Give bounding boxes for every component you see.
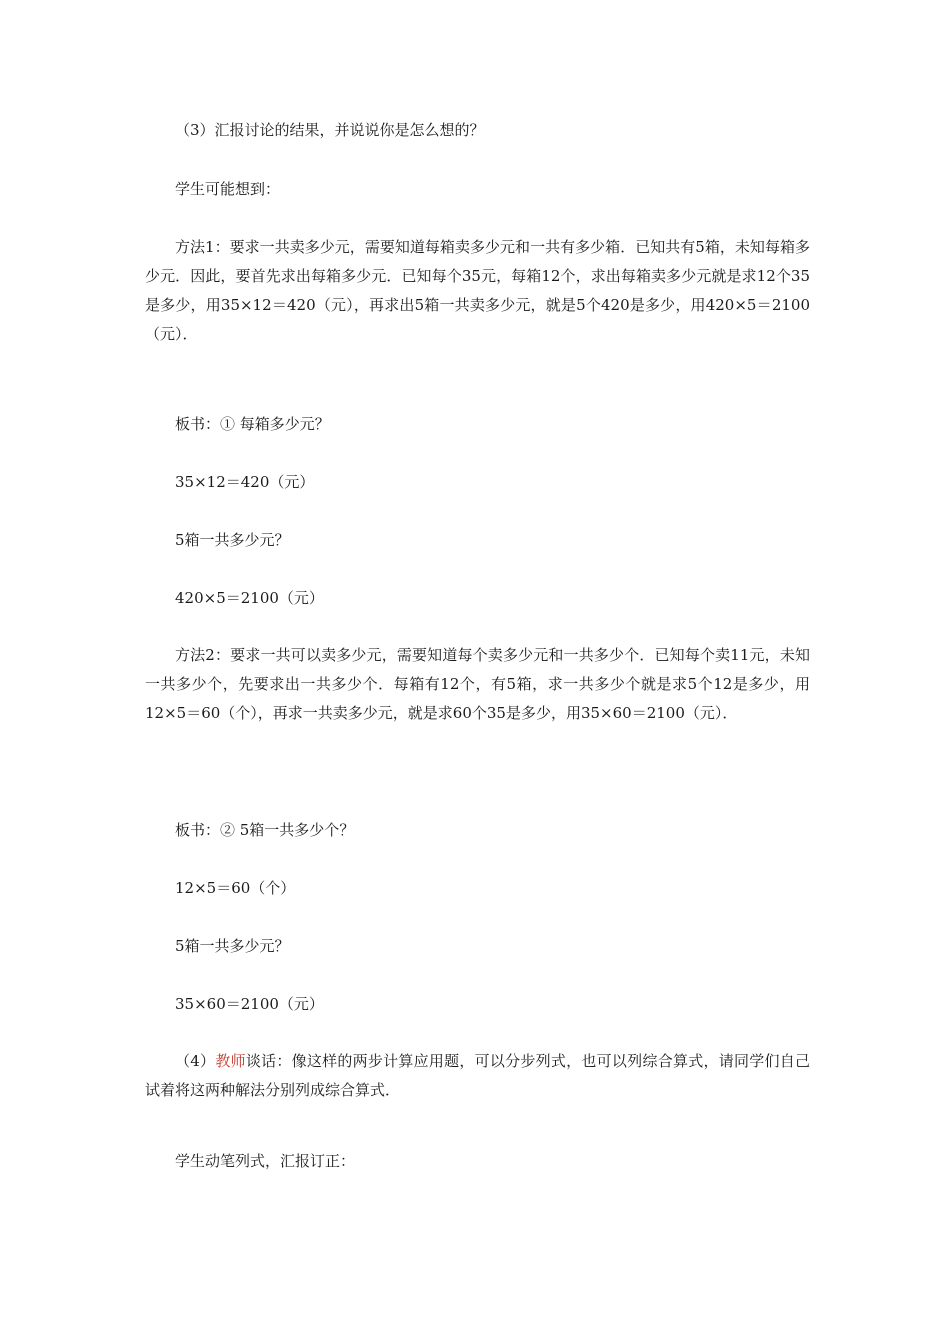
teacher-talk-paragraph xyxy=(145,1047,810,1105)
step-4-prefix: （4） xyxy=(175,1052,216,1070)
teacher-highlight: 教师 xyxy=(215,1052,246,1070)
students-may-think: 学生可能想到： xyxy=(175,180,281,198)
equation-2: 420×5＝2100（元） xyxy=(175,589,324,607)
equation-1: 35×12＝420（元） xyxy=(175,473,315,491)
question-1: 5箱一共多少元？ xyxy=(175,531,290,549)
equation-4: 35×60＝2100（元） xyxy=(175,995,324,1013)
board-note-1: 板书：① 每箱多少元？ xyxy=(175,415,330,433)
method-1-paragraph: 方法1：要求一共卖多少元，需要知道每箱卖多少元和一共有多少箱．已知共有5箱，未知每箱多少元．因此，要首先求出每箱多少元．已知每个35元，每箱12个，求出每箱卖多少元就是求12个35是多少，用35×12＝420（元），再求出5箱一共卖多少元，就是5个420是多少，用420×5＝2100（元）． xyxy=(145,238,810,343)
equation-3: 12×5＝60（个） xyxy=(175,879,296,897)
question-2: 5箱一共多少元？ xyxy=(175,937,290,955)
students-write-equations: 学生动笔列式，汇报订正： xyxy=(175,1152,356,1170)
discussion-step-3: （3）汇报讨论的结果，并说说你是怎么想的？ xyxy=(175,121,485,139)
board-note-2: 板书：② 5箱一共多少个？ xyxy=(175,821,355,839)
teacher-talk-text: 谈话：像这样的两步计算应用题，可以分步列式，也可以列综合算式，请同学们自己试着将这两种解法分别列成综合算式． xyxy=(145,1052,810,1099)
method-2-paragraph: 方法2：要求一共可以卖多少元，需要知道每个卖多少元和一共多少个．已知每个卖11元，未知一共多少个，先要求出一共多少个．每箱有12个，有5箱，求一共多少个就是求5个12是多少，用12×5＝60（个），再求一共卖多少元，就是求60个35是多少，用35×60＝2100（元）． xyxy=(145,646,810,722)
